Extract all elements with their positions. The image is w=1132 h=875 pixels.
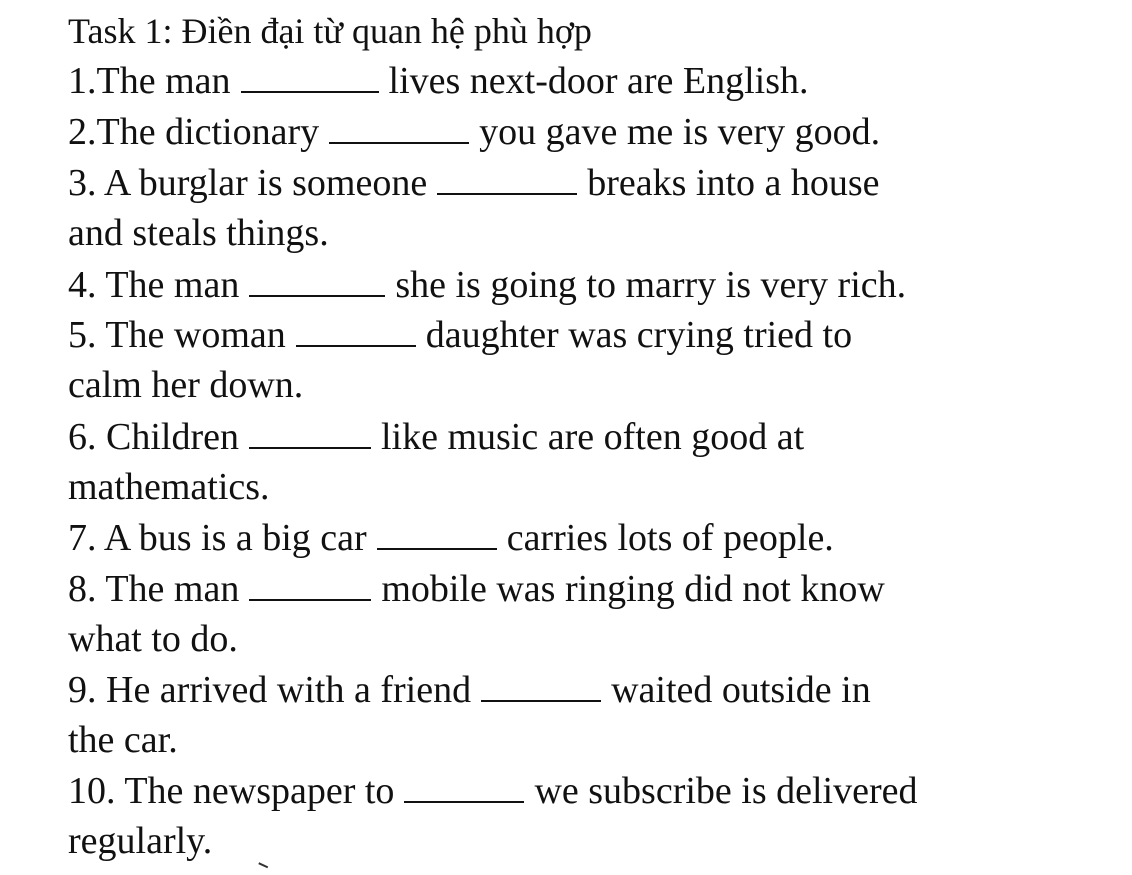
question-5 [68,311,852,358]
question-3-text-after: breaks into a house [587,162,880,204]
question-1-text-before: 1.The man [68,60,231,102]
question-8-text-after: mobile was ringing did not know [381,568,885,610]
question-6-blank[interactable] [249,413,371,449]
question-1-blank[interactable] [241,57,379,93]
question-3-continuation: and steals things. [68,212,329,254]
question-6-continuation: mathematics. [68,466,270,508]
question-9-text-after: waited outside in [611,669,871,711]
question-4 [68,261,906,308]
question-2-text-after: you gave me is very good. [479,111,881,153]
question-9-text-before: 9. He arrived with a friend [68,669,472,711]
question-6-text-after: like music are often good at [380,416,805,458]
question-9-blank[interactable] [481,666,601,702]
question-9 [68,666,871,713]
question-5-text-after: daughter was crying tried to [425,314,853,356]
question-4-blank[interactable] [249,261,385,297]
question-3-text-before: 3. A burglar is someone [68,162,428,204]
question-5-continuation: calm her down. [68,364,304,406]
question-10-text-after: we subscribe is delivered [534,770,918,812]
question-6-text-before: 6. Children [68,416,239,458]
question-8-continuation: what to do. [68,618,238,660]
question-10-continuation: regularly. [68,820,213,862]
question-2-text-before: 2.The dictionary [68,111,320,153]
question-8-blank[interactable] [249,565,371,601]
question-5-blank[interactable] [296,311,416,347]
question-6 [68,413,804,460]
question-1-text-after: lives next-door are English. [388,60,809,102]
question-4-text-after: she is going to marry is very rich. [395,264,907,306]
question-7-blank[interactable] [377,514,497,550]
question-5-text-before: 5. The woman [68,314,286,356]
question-2 [68,108,880,155]
question-1 [68,57,809,104]
question-3-blank[interactable] [437,159,577,195]
question-2-blank[interactable] [329,108,469,144]
question-4-text-before: 4. The man [68,264,240,306]
question-9-continuation: the car. [68,719,178,761]
question-8-text-before: 8. The man [68,568,240,610]
question-3 [68,159,880,206]
question-7 [68,514,834,561]
question-7-text-before: 7. A bus is a big car [68,517,367,559]
question-10-text-before: 10. The newspaper to [68,770,395,812]
question-7-text-after: carries lots of people. [506,517,834,559]
question-8 [68,565,885,612]
question-10 [68,767,917,814]
stray-pen-mark [256,862,268,873]
question-10-blank[interactable] [404,767,524,803]
task-title: Task 1: Điền đại từ quan hệ phù hợp [68,11,592,51]
